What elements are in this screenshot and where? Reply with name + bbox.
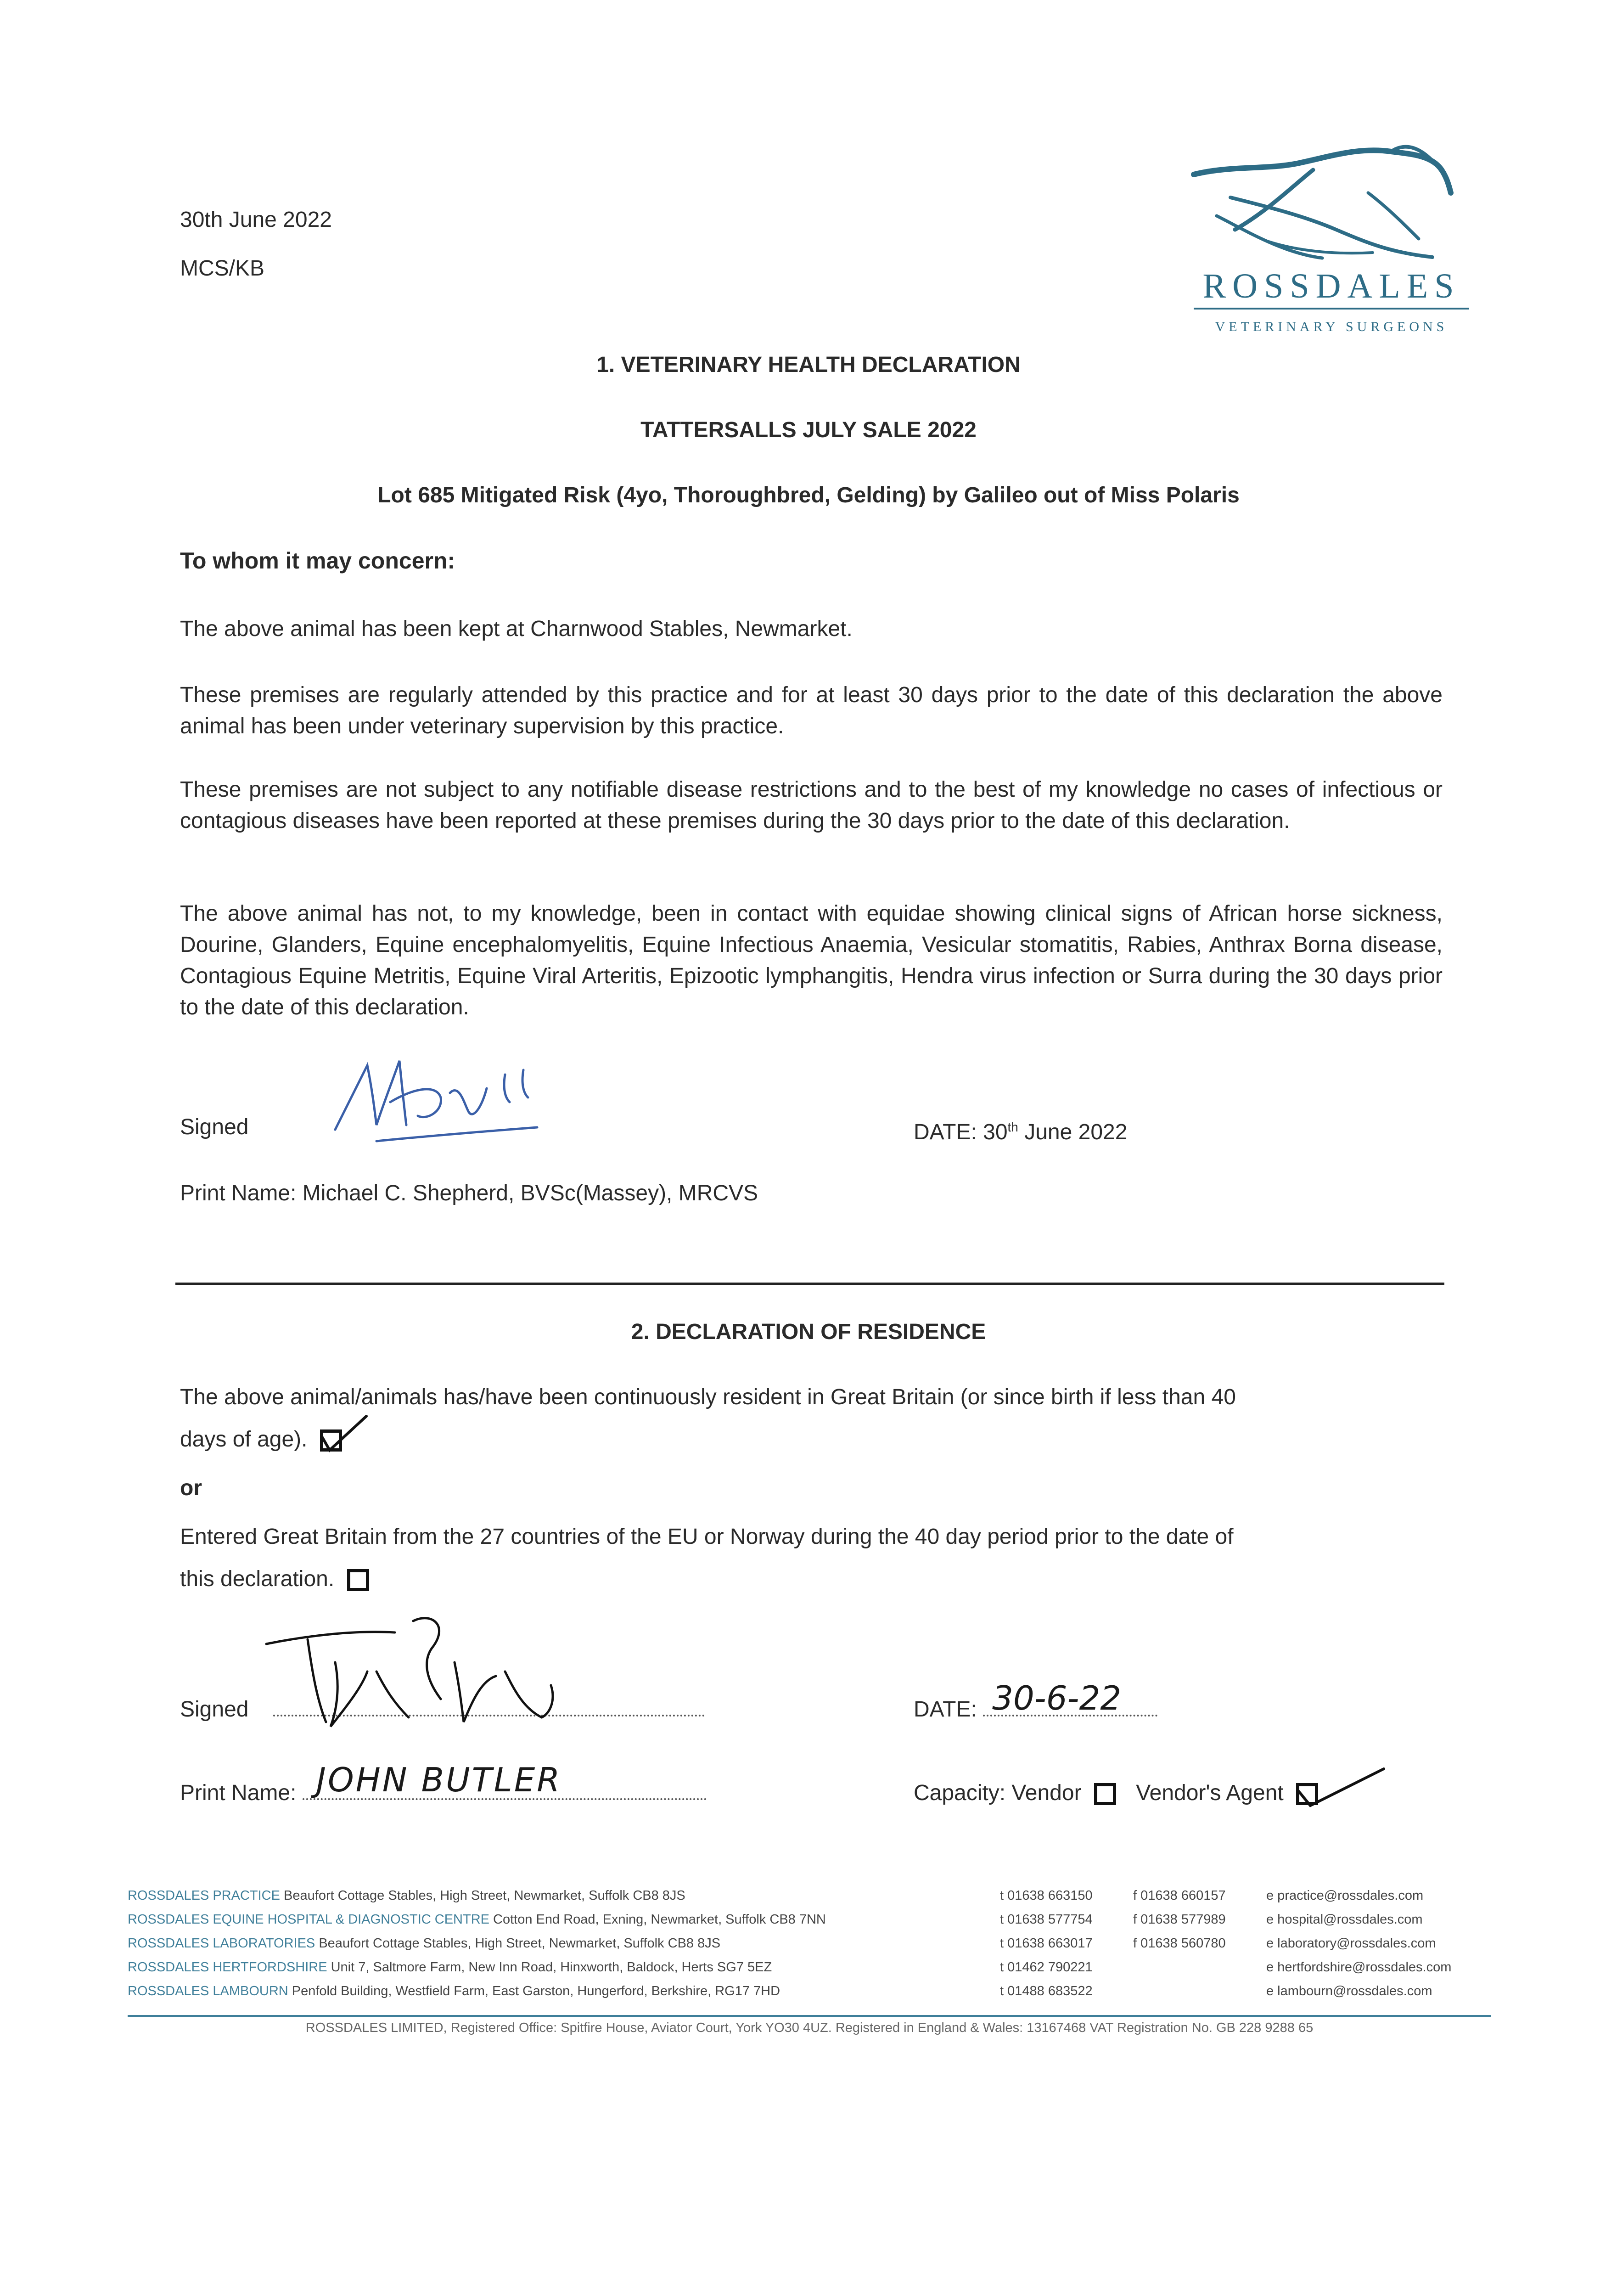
residence-option1-line1: The above animal/animals has/have been continuously resident in Great Britain (or since birth if less than 40 (180, 1385, 1236, 1409)
residence-option2-text: this declaration. (180, 1567, 335, 1591)
signed-label-text: Signed (180, 1697, 249, 1722)
footer-row (128, 1955, 1487, 1979)
letter-reference: MCS/KB (180, 256, 265, 281)
footer-tel: t 01638 663150 (1000, 1888, 1093, 1903)
check-mark-icon (1297, 1768, 1388, 1809)
lot-description: Lot 685 Mitigated Risk (4yo, Thoroughbred, Gelding) by Galileo out of Miss Polaris (377, 483, 1240, 507)
footer-email[interactable]: e laboratory@rossdales.com (1266, 1936, 1436, 1951)
footer-org: ROSSDALES LAMBOURN (128, 1984, 288, 1998)
footer-address (128, 1884, 685, 1908)
or-label: or (180, 1476, 202, 1500)
vendor-date-line (983, 1679, 1157, 1717)
footer-org: ROSSDALES LABORATORIES (128, 1936, 315, 1951)
logo-divider (1194, 308, 1469, 310)
section-divider (175, 1283, 1444, 1285)
footer-fax: f 01638 577989 (1133, 1912, 1226, 1927)
vendor-agent-label: Vendor's Agent (1136, 1781, 1284, 1805)
residence-option2-line1: Entered Great Britain from the 27 countries of the EU or Norway during the 40 day period prior to the date of (180, 1525, 1234, 1549)
footer-org: ROSSDALES HERTFORDSHIRE (128, 1960, 327, 1975)
capacity-label: Capacity: Vendor (914, 1781, 1082, 1805)
paragraph-supervision: These premises are regularly attended by this practice and for at least 30 days prior to the date of this declaration the above animal has been under veterinary supervision by this practice. (180, 683, 1443, 738)
footer-addr: Beaufort Cottage Stables, High Street, Newmarket, Suffolk CB8 8JS (315, 1936, 721, 1951)
footer (128, 1884, 1487, 2003)
paragraph-kept-at: The above animal has been kept at Charnwood Stables, Newmarket. (180, 617, 853, 641)
footer-address (128, 1931, 720, 1955)
footer-email[interactable]: e practice@rossdales.com (1266, 1888, 1424, 1903)
section2-heading: 2. DECLARATION OF RESIDENCE (631, 1320, 986, 1344)
vet-signature (321, 1047, 560, 1148)
footer-row (128, 1931, 1487, 1955)
vendor-date (914, 1679, 1157, 1725)
footer-org: ROSSDALES PRACTICE (128, 1888, 280, 1903)
footer-address (128, 1979, 780, 2003)
vendor-agent-checkbox[interactable] (1296, 1783, 1318, 1805)
paragraph-disease-contact: The above animal has not, to my knowledge, been in contact with equidae showing clinical signs of African horse sickness, Dourine, Glanders, Equine encephalomyelitis, Equine Infectious Anaemia, Vesicular stomatitis, Rabies, Anthrax Borna disease, Contagious Equine Metritis, Equine Viral Arteritis, Epizootic lymphangitis, Hendra virus infection or Surra during the 30 days prior to the date of this declaration. (180, 901, 1443, 1019)
footer-tel: t 01488 683522 (1000, 1984, 1093, 1998)
footer-tel: t 01462 790221 (1000, 1960, 1093, 1975)
footer-address (128, 1908, 826, 1931)
residence-option2-line2 (180, 1564, 369, 1594)
footer-email[interactable]: e hertfordshire@rossdales.com (1266, 1960, 1452, 1975)
paragraph-restrictions: These premises are not subject to any notifiable disease restrictions and to the best of my knowledge no cases of infectious or contagious diseases have been reported at these premises during the 30 days prior to the date of this declaration. (180, 777, 1443, 833)
footer-row (128, 1908, 1487, 1931)
section1-heading: 1. VETERINARY HEALTH DECLARATION (596, 353, 1021, 377)
footer-rows (128, 1884, 1487, 2003)
logo-wordmark: ROSSDALES (1202, 267, 1460, 305)
print-name-value: JOHN BUTLER (316, 1761, 562, 1799)
footer-row (128, 1979, 1487, 2003)
vet-date-rest: June 2022 (1018, 1120, 1128, 1144)
vet-date-sup: th (1007, 1120, 1018, 1134)
capacity-row (914, 1778, 1318, 1808)
vet-date-label: DATE: 30 (914, 1120, 1008, 1144)
resident-gb-checkbox[interactable] (320, 1429, 342, 1452)
letter-date: 30th June 2022 (180, 208, 332, 232)
footer-addr: Cotton End Road, Exning, Newmarket, Suffolk CB8 7NN (489, 1912, 826, 1927)
footer-fax: f 01638 660157 (1133, 1888, 1226, 1903)
entered-gb-checkbox[interactable] (347, 1569, 369, 1591)
residence-option1-line2 (180, 1424, 342, 1455)
vendor-date-value: 30-6-22 (992, 1679, 1122, 1717)
footer-addr: Beaufort Cottage Stables, High Street, Newmarket, Suffolk CB8 8JS (280, 1888, 685, 1903)
footer-tel: t 01638 663017 (1000, 1936, 1093, 1951)
footer-email[interactable]: e lambourn@rossdales.com (1266, 1984, 1432, 1998)
footer-fax: f 01638 560780 (1133, 1936, 1226, 1951)
check-mark-icon (320, 1414, 371, 1456)
logo-tagline: VETERINARY SURGEONS (1215, 319, 1448, 334)
footer-email[interactable]: e hospital@rossdales.com (1266, 1912, 1423, 1927)
footer-addr: Unit 7, Saltmore Farm, New Inn Road, Hinxworth, Baldock, Herts SG7 5EZ (327, 1960, 772, 1975)
footer-addr: Penfold Building, Westfield Farm, East Garston, Hungerford, Berkshire, RG17 7HD (288, 1984, 780, 1998)
salutation: To whom it may concern: (180, 548, 455, 574)
horse-logo-icon (1175, 138, 1469, 276)
signed-label-vet: Signed (180, 1115, 249, 1139)
print-name-label: Print Name: (180, 1781, 297, 1805)
vendor-signature (257, 1607, 578, 1736)
print-name-line (303, 1761, 707, 1800)
vendor-date-label: DATE: (914, 1697, 977, 1722)
footer-address (128, 1955, 772, 1979)
residence-option1-text: days of age). (180, 1427, 308, 1452)
footer-tel: t 01638 577754 (1000, 1912, 1093, 1927)
footer-row (128, 1884, 1487, 1908)
rossdales-logo (1175, 138, 1469, 344)
vet-declaration-date (914, 1112, 1127, 1148)
registered-office: ROSSDALES LIMITED, Registered Office: Spitfire House, Aviator Court, York YO30 4UZ. Registered in England & Wales: 13167468 VAT Registration No. GB 228 9288 65 (305, 2020, 1314, 2035)
sale-title: TATTERSALLS JULY SALE 2022 (640, 418, 977, 442)
vendor-checkbox[interactable] (1094, 1783, 1116, 1805)
vet-print-name: Print Name: Michael C. Shepherd, BVSc(Massey), MRCVS (180, 1181, 758, 1205)
vendor-print-name (180, 1761, 707, 1808)
footer-org: ROSSDALES EQUINE HOSPITAL & DIAGNOSTIC CENTRE (128, 1912, 489, 1927)
